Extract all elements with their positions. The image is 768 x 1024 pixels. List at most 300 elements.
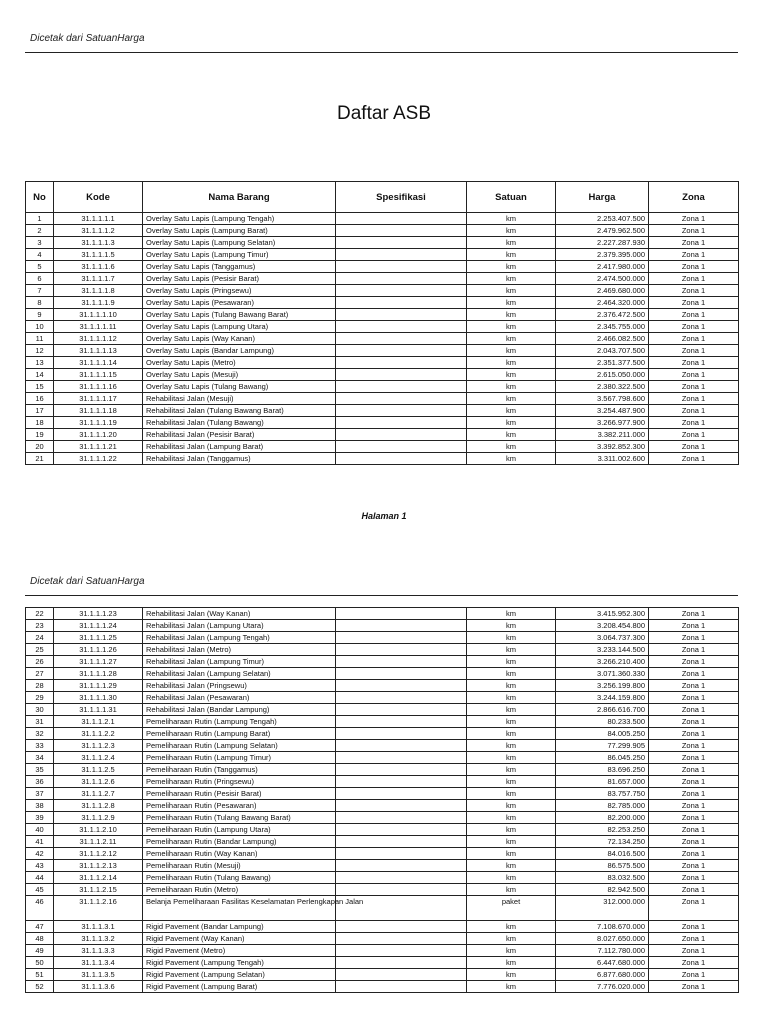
cell-zona: Zona 1	[649, 249, 739, 261]
cell-zona: Zona 1	[649, 309, 739, 321]
cell-nama-barang: Overlay Satu Lapis (Metro)	[143, 357, 336, 369]
cell-spesifikasi	[336, 836, 467, 848]
cell-kode: 31.1.1.2.1	[54, 716, 143, 728]
cell-spesifikasi	[336, 716, 467, 728]
cell-zona: Zona 1	[649, 381, 739, 393]
cell-satuan: km	[467, 369, 556, 381]
cell-kode: 31.1.1.1.8	[54, 285, 143, 297]
cell-no: 28	[26, 680, 54, 692]
cell-spesifikasi	[336, 321, 467, 333]
table-row	[26, 776, 739, 788]
cell-satuan: km	[467, 333, 556, 345]
cell-nama-barang: Pemeliharaan Rutin (Lampung Timur)	[143, 752, 336, 764]
cell-spesifikasi	[336, 969, 467, 981]
column-header-kode: Kode	[54, 182, 143, 213]
cell-zona: Zona 1	[649, 321, 739, 333]
cell-nama-barang: Rigid Pavement (Bandar Lampung)	[143, 921, 336, 933]
cell-spesifikasi	[336, 345, 467, 357]
cell-satuan: km	[467, 981, 556, 993]
cell-nama-barang: Overlay Satu Lapis (Tanggamus)	[143, 261, 336, 273]
cell-harga: 3.567.798.600	[556, 393, 649, 405]
cell-kode: 31.1.1.1.15	[54, 369, 143, 381]
table-row	[26, 213, 739, 225]
cell-no: 31	[26, 716, 54, 728]
cell-nama-barang: Overlay Satu Lapis (Tulang Bawang Barat)	[143, 309, 336, 321]
table-row	[26, 752, 739, 764]
cell-spesifikasi	[336, 728, 467, 740]
column-header-satuan: Satuan	[467, 182, 556, 213]
column-header-nama-barang: Nama Barang	[143, 182, 336, 213]
cell-zona: Zona 1	[649, 357, 739, 369]
table-row	[26, 704, 739, 716]
cell-no: 11	[26, 333, 54, 345]
cell-harga: 3.208.454.800	[556, 620, 649, 632]
cell-zona: Zona 1	[649, 644, 739, 656]
cell-satuan: km	[467, 728, 556, 740]
table-row	[26, 848, 739, 860]
cell-no: 25	[26, 644, 54, 656]
cell-satuan: km	[467, 860, 556, 872]
cell-harga: 3.382.211.000	[556, 429, 649, 441]
cell-satuan: km	[467, 680, 556, 692]
table-row	[26, 225, 739, 237]
cell-satuan: km	[467, 345, 556, 357]
column-header-spesifikasi: Spesifikasi	[336, 182, 467, 213]
cell-zona: Zona 1	[649, 656, 739, 668]
cell-no: 47	[26, 921, 54, 933]
page-footer: Halaman 1	[361, 511, 407, 521]
cell-spesifikasi	[336, 945, 467, 957]
cell-spesifikasi	[336, 764, 467, 776]
table-row	[26, 957, 739, 969]
cell-spesifikasi	[336, 656, 467, 668]
cell-satuan: km	[467, 417, 556, 429]
cell-harga: 83.757.750	[556, 788, 649, 800]
cell-no: 4	[26, 249, 54, 261]
table-row	[26, 309, 739, 321]
table-row	[26, 237, 739, 249]
cell-zona: Zona 1	[649, 680, 739, 692]
cell-zona: Zona 1	[649, 405, 739, 417]
cell-satuan: km	[467, 668, 556, 680]
cell-kode: 31.1.1.1.27	[54, 656, 143, 668]
cell-spesifikasi	[336, 333, 467, 345]
cell-no: 2	[26, 225, 54, 237]
cell-harga: 86.575.500	[556, 860, 649, 872]
table-row	[26, 933, 739, 945]
cell-kode: 31.1.1.2.10	[54, 824, 143, 836]
cell-kode: 31.1.1.2.11	[54, 836, 143, 848]
cell-satuan: km	[467, 776, 556, 788]
cell-satuan: km	[467, 933, 556, 945]
cell-zona: Zona 1	[649, 393, 739, 405]
cell-harga: 81.657.000	[556, 776, 649, 788]
cell-spesifikasi	[336, 620, 467, 632]
cell-nama-barang: Pemeliharaan Rutin (Lampung Selatan)	[143, 740, 336, 752]
cell-no: 23	[26, 620, 54, 632]
cell-kode: 31.1.1.2.2	[54, 728, 143, 740]
cell-nama-barang: Overlay Satu Lapis (Pringsewu)	[143, 285, 336, 297]
cell-kode: 31.1.1.1.2	[54, 225, 143, 237]
cell-no: 46	[26, 896, 54, 921]
cell-nama-barang: Overlay Satu Lapis (Pesawaran)	[143, 297, 336, 309]
cell-kode: 31.1.1.1.17	[54, 393, 143, 405]
cell-kode: 31.1.1.3.3	[54, 945, 143, 957]
cell-nama-barang: Rehabilitasi Jalan (Lampung Selatan)	[143, 668, 336, 680]
cell-zona: Zona 1	[649, 740, 739, 752]
cell-no: 38	[26, 800, 54, 812]
cell-satuan: km	[467, 848, 556, 860]
cell-satuan: km	[467, 393, 556, 405]
cell-harga: 2.615.050.000	[556, 369, 649, 381]
cell-zona: Zona 1	[649, 213, 739, 225]
cell-harga: 312.000.000	[556, 896, 649, 921]
cell-zona: Zona 1	[649, 345, 739, 357]
cell-nama-barang: Pemeliharaan Rutin (Tulang Bawang)	[143, 872, 336, 884]
cell-kode: 31.1.1.3.2	[54, 933, 143, 945]
cell-satuan: km	[467, 788, 556, 800]
cell-harga: 83.696.250	[556, 764, 649, 776]
cell-spesifikasi	[336, 273, 467, 285]
cell-harga: 7.108.670.000	[556, 921, 649, 933]
cell-spesifikasi	[336, 417, 467, 429]
cell-nama-barang: Pemeliharaan Rutin (Lampung Tengah)	[143, 716, 336, 728]
cell-harga: 3.254.487.900	[556, 405, 649, 417]
cell-spesifikasi	[336, 381, 467, 393]
cell-satuan: paket	[467, 896, 556, 921]
cell-spesifikasi	[336, 213, 467, 225]
cell-zona: Zona 1	[649, 620, 739, 632]
cell-kode: 31.1.1.1.28	[54, 668, 143, 680]
cell-zona: Zona 1	[649, 969, 739, 981]
cell-no: 39	[26, 812, 54, 824]
cell-no: 40	[26, 824, 54, 836]
table-row	[26, 417, 739, 429]
cell-nama-barang: Overlay Satu Lapis (Lampung Selatan)	[143, 237, 336, 249]
table-row	[26, 620, 739, 632]
cell-zona: Zona 1	[649, 237, 739, 249]
cell-kode: 31.1.1.2.3	[54, 740, 143, 752]
cell-harga: 3.415.952.300	[556, 608, 649, 620]
cell-kode: 31.1.1.3.1	[54, 921, 143, 933]
cell-harga: 2.379.395.000	[556, 249, 649, 261]
cell-spesifikasi	[336, 297, 467, 309]
table-row	[26, 921, 739, 933]
cell-nama-barang: Pemeliharaan Rutin (Lampung Barat)	[143, 728, 336, 740]
cell-no: 34	[26, 752, 54, 764]
table-row	[26, 872, 739, 884]
cell-zona: Zona 1	[649, 836, 739, 848]
cell-kode: 31.1.1.1.22	[54, 453, 143, 465]
cell-no: 42	[26, 848, 54, 860]
cell-zona: Zona 1	[649, 800, 739, 812]
cell-zona: Zona 1	[649, 285, 739, 297]
cell-kode: 31.1.1.2.6	[54, 776, 143, 788]
table-row	[26, 860, 739, 872]
cell-kode: 31.1.1.1.20	[54, 429, 143, 441]
cell-kode: 31.1.1.2.4	[54, 752, 143, 764]
cell-no: 21	[26, 453, 54, 465]
cell-spesifikasi	[336, 812, 467, 824]
table-body-page-2	[26, 608, 739, 993]
cell-no: 37	[26, 788, 54, 800]
cell-kode: 31.1.1.2.12	[54, 848, 143, 860]
cell-no: 49	[26, 945, 54, 957]
asb-table-page-2	[25, 607, 739, 993]
cell-satuan: km	[467, 273, 556, 285]
cell-nama-barang: Rehabilitasi Jalan (Way Kanan)	[143, 608, 336, 620]
table-row	[26, 656, 739, 668]
cell-spesifikasi	[336, 237, 467, 249]
cell-no: 15	[26, 381, 54, 393]
cell-zona: Zona 1	[649, 945, 739, 957]
cell-kode: 31.1.1.1.30	[54, 692, 143, 704]
cell-nama-barang: Rehabilitasi Jalan (Lampung Utara)	[143, 620, 336, 632]
cell-harga: 2.253.407.500	[556, 213, 649, 225]
cell-nama-barang: Belanja Pemeliharaan Fasilitas Keselamatan Perlengkapan Jalan	[143, 896, 336, 921]
cell-harga: 6.447.680.000	[556, 957, 649, 969]
cell-satuan: km	[467, 716, 556, 728]
print-source-header-page-2: Dicetak dari SatuanHarga	[30, 576, 145, 587]
cell-satuan: km	[467, 969, 556, 981]
cell-zona: Zona 1	[649, 752, 739, 764]
cell-zona: Zona 1	[649, 608, 739, 620]
cell-no: 1	[26, 213, 54, 225]
cell-no: 32	[26, 728, 54, 740]
table-row	[26, 764, 739, 776]
cell-nama-barang: Rehabilitasi Jalan (Lampung Timur)	[143, 656, 336, 668]
cell-zona: Zona 1	[649, 668, 739, 680]
cell-satuan: km	[467, 957, 556, 969]
cell-harga: 2.351.377.500	[556, 357, 649, 369]
cell-harga: 2.474.500.000	[556, 273, 649, 285]
cell-no: 5	[26, 261, 54, 273]
cell-spesifikasi	[336, 453, 467, 465]
table-row	[26, 249, 739, 261]
cell-zona: Zona 1	[649, 981, 739, 993]
cell-spesifikasi	[336, 740, 467, 752]
cell-satuan: km	[467, 812, 556, 824]
cell-spesifikasi	[336, 429, 467, 441]
cell-no: 16	[26, 393, 54, 405]
cell-kode: 31.1.1.2.7	[54, 788, 143, 800]
cell-no: 24	[26, 632, 54, 644]
cell-harga: 72.134.250	[556, 836, 649, 848]
cell-zona: Zona 1	[649, 776, 739, 788]
cell-satuan: km	[467, 921, 556, 933]
cell-kode: 31.1.1.1.18	[54, 405, 143, 417]
cell-harga: 2.345.755.000	[556, 321, 649, 333]
cell-spesifikasi	[336, 405, 467, 417]
cell-spesifikasi	[336, 921, 467, 933]
table-row	[26, 800, 739, 812]
cell-zona: Zona 1	[649, 429, 739, 441]
cell-kode: 31.1.1.1.23	[54, 608, 143, 620]
cell-no: 44	[26, 872, 54, 884]
cell-nama-barang: Rigid Pavement (Lampung Selatan)	[143, 969, 336, 981]
cell-no: 14	[26, 369, 54, 381]
table-row	[26, 969, 739, 981]
cell-zona: Zona 1	[649, 872, 739, 884]
cell-kode: 31.1.1.3.6	[54, 981, 143, 993]
cell-satuan: km	[467, 608, 556, 620]
cell-spesifikasi	[336, 261, 467, 273]
cell-zona: Zona 1	[649, 453, 739, 465]
cell-harga: 3.392.852.300	[556, 441, 649, 453]
cell-zona: Zona 1	[649, 884, 739, 896]
cell-nama-barang: Pemeliharaan Rutin (Tulang Bawang Barat)	[143, 812, 336, 824]
table-row	[26, 357, 739, 369]
cell-nama-barang: Rehabilitasi Jalan (Tulang Bawang)	[143, 417, 336, 429]
cell-nama-barang: Overlay Satu Lapis (Way Kanan)	[143, 333, 336, 345]
cell-harga: 77.299.905	[556, 740, 649, 752]
cell-nama-barang: Pemeliharaan Rutin (Way Kanan)	[143, 848, 336, 860]
cell-nama-barang: Overlay Satu Lapis (Tulang Bawang)	[143, 381, 336, 393]
cell-satuan: km	[467, 704, 556, 716]
column-header-harga: Harga	[556, 182, 649, 213]
cell-nama-barang: Rehabilitasi Jalan (Lampung Tengah)	[143, 632, 336, 644]
cell-harga: 3.064.737.300	[556, 632, 649, 644]
table-row	[26, 608, 739, 620]
cell-harga: 3.266.210.400	[556, 656, 649, 668]
cell-zona: Zona 1	[649, 261, 739, 273]
cell-harga: 2.866.616.700	[556, 704, 649, 716]
table-header-row	[26, 182, 739, 213]
cell-nama-barang: Overlay Satu Lapis (Mesuji)	[143, 369, 336, 381]
cell-zona: Zona 1	[649, 788, 739, 800]
cell-zona: Zona 1	[649, 632, 739, 644]
cell-kode: 31.1.1.1.5	[54, 249, 143, 261]
cell-satuan: km	[467, 644, 556, 656]
cell-spesifikasi	[336, 285, 467, 297]
cell-kode: 31.1.1.1.6	[54, 261, 143, 273]
cell-nama-barang: Pemeliharaan Rutin (Tanggamus)	[143, 764, 336, 776]
cell-no: 35	[26, 764, 54, 776]
cell-spesifikasi	[336, 668, 467, 680]
table-row	[26, 273, 739, 285]
cell-no: 17	[26, 405, 54, 417]
cell-kode: 31.1.1.1.31	[54, 704, 143, 716]
table-row	[26, 297, 739, 309]
header-rule-page-2	[25, 595, 738, 596]
cell-satuan: km	[467, 285, 556, 297]
cell-satuan: km	[467, 429, 556, 441]
cell-no: 50	[26, 957, 54, 969]
cell-zona: Zona 1	[649, 297, 739, 309]
cell-no: 18	[26, 417, 54, 429]
cell-nama-barang: Rehabilitasi Jalan (Tanggamus)	[143, 453, 336, 465]
page-title: Daftar ASB	[337, 103, 431, 124]
cell-no: 7	[26, 285, 54, 297]
cell-harga: 3.266.977.900	[556, 417, 649, 429]
cell-satuan: km	[467, 405, 556, 417]
cell-no: 30	[26, 704, 54, 716]
cell-harga: 82.942.500	[556, 884, 649, 896]
table-row	[26, 405, 739, 417]
cell-satuan: km	[467, 249, 556, 261]
cell-no: 48	[26, 933, 54, 945]
cell-nama-barang: Rigid Pavement (Metro)	[143, 945, 336, 957]
cell-spesifikasi	[336, 632, 467, 644]
cell-satuan: km	[467, 261, 556, 273]
cell-zona: Zona 1	[649, 812, 739, 824]
cell-satuan: km	[467, 945, 556, 957]
cell-kode: 31.1.1.1.3	[54, 237, 143, 249]
table-row	[26, 896, 739, 921]
table-row	[26, 321, 739, 333]
table-row	[26, 740, 739, 752]
cell-harga: 84.005.250	[556, 728, 649, 740]
cell-nama-barang: Rigid Pavement (Way Kanan)	[143, 933, 336, 945]
cell-zona: Zona 1	[649, 933, 739, 945]
cell-nama-barang: Pemeliharaan Rutin (Pesisir Barat)	[143, 788, 336, 800]
cell-kode: 31.1.1.2.14	[54, 872, 143, 884]
cell-nama-barang: Overlay Satu Lapis (Bandar Lampung)	[143, 345, 336, 357]
cell-harga: 6.877.680.000	[556, 969, 649, 981]
cell-zona: Zona 1	[649, 764, 739, 776]
cell-no: 6	[26, 273, 54, 285]
table-row	[26, 981, 739, 993]
cell-nama-barang: Pemeliharaan Rutin (Mesuji)	[143, 860, 336, 872]
cell-harga: 2.469.680.000	[556, 285, 649, 297]
table-row	[26, 333, 739, 345]
cell-harga: 80.233.500	[556, 716, 649, 728]
cell-spesifikasi	[336, 860, 467, 872]
cell-spesifikasi	[336, 644, 467, 656]
table-row	[26, 668, 739, 680]
asb-table-page-1	[25, 181, 739, 465]
table-row	[26, 369, 739, 381]
cell-kode: 31.1.1.1.13	[54, 345, 143, 357]
cell-zona: Zona 1	[649, 441, 739, 453]
cell-nama-barang: Rehabilitasi Jalan (Pesisir Barat)	[143, 429, 336, 441]
cell-spesifikasi	[336, 824, 467, 836]
cell-harga: 3.233.144.500	[556, 644, 649, 656]
cell-no: 52	[26, 981, 54, 993]
cell-harga: 83.032.500	[556, 872, 649, 884]
cell-satuan: km	[467, 321, 556, 333]
cell-spesifikasi	[336, 441, 467, 453]
cell-spesifikasi	[336, 872, 467, 884]
cell-no: 13	[26, 357, 54, 369]
print-source-header: Dicetak dari SatuanHarga	[30, 33, 145, 44]
cell-satuan: km	[467, 357, 556, 369]
cell-satuan: km	[467, 309, 556, 321]
cell-no: 33	[26, 740, 54, 752]
cell-no: 43	[26, 860, 54, 872]
cell-satuan: km	[467, 225, 556, 237]
cell-zona: Zona 1	[649, 273, 739, 285]
cell-no: 8	[26, 297, 54, 309]
cell-nama-barang: Overlay Satu Lapis (Lampung Utara)	[143, 321, 336, 333]
table-row	[26, 824, 739, 836]
cell-satuan: km	[467, 740, 556, 752]
cell-satuan: km	[467, 453, 556, 465]
cell-satuan: km	[467, 620, 556, 632]
cell-harga: 2.479.962.500	[556, 225, 649, 237]
cell-satuan: km	[467, 656, 556, 668]
cell-kode: 31.1.1.2.5	[54, 764, 143, 776]
cell-harga: 2.043.707.500	[556, 345, 649, 357]
cell-harga: 7.776.020.000	[556, 981, 649, 993]
table-row	[26, 285, 739, 297]
cell-kode: 31.1.1.1.29	[54, 680, 143, 692]
table-row	[26, 644, 739, 656]
cell-satuan: km	[467, 824, 556, 836]
cell-no: 26	[26, 656, 54, 668]
cell-kode: 31.1.1.3.5	[54, 969, 143, 981]
cell-kode: 31.1.1.1.25	[54, 632, 143, 644]
